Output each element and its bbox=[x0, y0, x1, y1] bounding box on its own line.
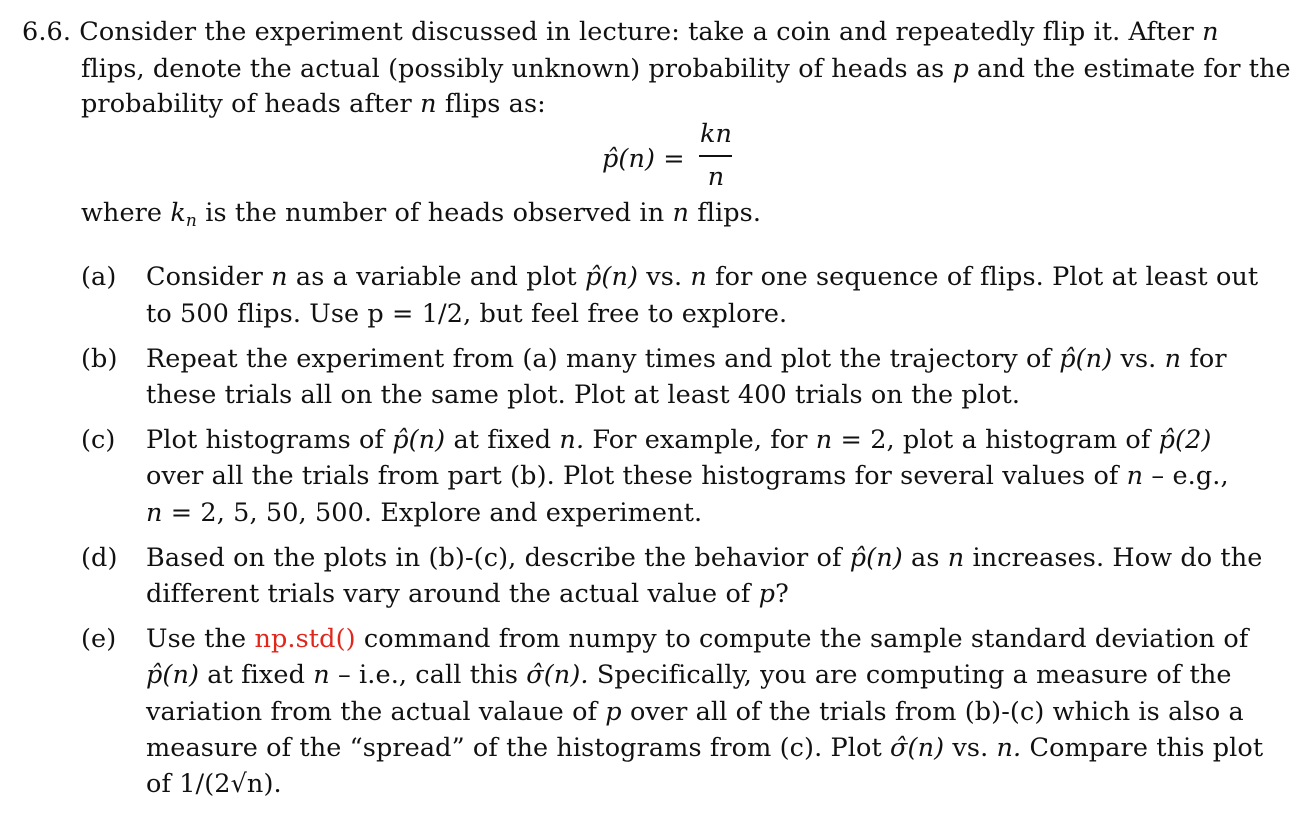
text: Compare this plot bbox=[1029, 733, 1264, 763]
intro-text-3b: flips as: bbox=[444, 89, 546, 119]
text: for bbox=[1189, 344, 1227, 374]
text: vs. bbox=[1120, 344, 1157, 374]
text: over all the trials from part (b). Plot these histograms for several values of bbox=[146, 461, 1119, 491]
part-d-line-2 bbox=[146, 576, 789, 612]
where-line bbox=[81, 195, 761, 239]
text: over all of the trials from (b)-(c) which is also a bbox=[629, 697, 1244, 727]
math-p-hat: p̂(n) bbox=[585, 262, 639, 292]
problem-intro-line-2 bbox=[81, 51, 1291, 87]
part-label: (a) bbox=[81, 262, 117, 292]
part-label: (c) bbox=[81, 425, 116, 455]
math-n: n bbox=[815, 425, 833, 455]
text: ? bbox=[775, 579, 789, 609]
math-k: k bbox=[170, 198, 186, 228]
math-n: n. bbox=[559, 425, 585, 455]
text: as bbox=[911, 543, 940, 573]
equation-lhs: p̂(n) = bbox=[602, 144, 685, 174]
intro-text-2a: flips, denote the actual (possibly unknown) probability of heads as bbox=[81, 54, 945, 84]
part-b-line-2: these trials all on the same plot. Plot at least 400 trials on the plot. bbox=[146, 380, 1021, 410]
math-n: n bbox=[672, 198, 689, 228]
math-p: p bbox=[605, 697, 622, 727]
math-sigma-hat: σ̂(n) bbox=[890, 733, 945, 763]
part-label: (d) bbox=[81, 543, 118, 573]
problem-intro-line-3 bbox=[81, 86, 546, 122]
text: Repeat the experiment from (a) many times and plot the trajectory of bbox=[146, 344, 1051, 374]
math-n: n bbox=[420, 89, 437, 119]
code-np-std: np.std() bbox=[254, 624, 356, 654]
text: = 2, 5, 50, 500. Explore and experiment. bbox=[170, 498, 703, 528]
math-n: n bbox=[313, 660, 330, 690]
text: For example, for bbox=[592, 425, 808, 455]
text: Specifically, you are computing a measure of the bbox=[596, 660, 1232, 690]
math-n: n bbox=[1126, 461, 1144, 491]
part-d-line-1 bbox=[146, 540, 1262, 576]
equation-denominator: n bbox=[707, 162, 725, 192]
text: – e.g., bbox=[1151, 461, 1229, 491]
part-e-line-3 bbox=[146, 694, 1244, 730]
part-e-line-1 bbox=[146, 621, 1248, 657]
math-p-hat: p̂(n) bbox=[392, 425, 446, 455]
math-n: n bbox=[947, 543, 965, 573]
math-p-hat: p̂(n) bbox=[146, 660, 200, 690]
math-k-subscript: n bbox=[185, 211, 197, 231]
intro-text-1: Consider the experiment discussed in lecture: take a coin and repeatedly flip it. After bbox=[79, 17, 1194, 47]
math-n: n bbox=[1164, 344, 1182, 374]
part-c-line-3 bbox=[146, 495, 702, 531]
math-p-hat: p̂(n) bbox=[1059, 344, 1113, 374]
equation-numerator: kn bbox=[699, 119, 733, 149]
text: at fixed bbox=[207, 660, 306, 690]
text: Use the bbox=[146, 624, 247, 654]
text: = 2, plot a histogram of bbox=[840, 425, 1151, 455]
text: at fixed bbox=[453, 425, 552, 455]
part-e-line-4 bbox=[146, 730, 1263, 766]
intro-text-3a: probability of heads after bbox=[81, 89, 412, 119]
text: measure of the “spread” of the histograms from (c). Plot bbox=[146, 733, 882, 763]
text: variation from the actual valaue of bbox=[146, 697, 598, 727]
problem-intro-line-1 bbox=[22, 14, 1219, 50]
text: Consider bbox=[146, 262, 263, 292]
text: – i.e., call this bbox=[337, 660, 519, 690]
text: Plot histograms of bbox=[146, 425, 384, 455]
text: Based on the plots in (b)-(c), describe the behavior of bbox=[146, 543, 842, 573]
math-n: n bbox=[271, 262, 288, 292]
math-p-hat: p̂(2) bbox=[1158, 425, 1212, 455]
math-p: p bbox=[758, 579, 776, 609]
fraction-bar bbox=[699, 155, 732, 157]
text: for one sequence of flips. Plot at least out bbox=[715, 262, 1259, 292]
text: vs. bbox=[646, 262, 683, 292]
text: different trials vary around the actual value of bbox=[146, 579, 751, 609]
text: vs. bbox=[952, 733, 989, 763]
part-b-line-1 bbox=[146, 341, 1227, 377]
part-a-line-2: to 500 flips. Use p = 1/2, but feel free to explore. bbox=[146, 299, 788, 329]
part-label: (b) bbox=[81, 344, 118, 374]
part-a-line-1 bbox=[146, 259, 1258, 295]
part-c-line-2 bbox=[146, 458, 1229, 494]
text: as a variable and plot bbox=[295, 262, 577, 292]
part-c-line-1 bbox=[146, 422, 1211, 458]
where-text-b: is the number of heads observed in bbox=[205, 198, 665, 228]
text: increases. How do the bbox=[972, 543, 1263, 573]
part-e-line-5: of 1/(2√n). bbox=[146, 769, 282, 799]
math-n: n. bbox=[996, 733, 1022, 763]
math-p: p bbox=[952, 54, 969, 84]
text: command from numpy to compute the sample standard deviation of bbox=[363, 624, 1249, 654]
intro-text-2b: and the estimate for the bbox=[977, 54, 1291, 84]
math-n: n bbox=[690, 262, 707, 292]
math-sigma-hat: σ̂(n). bbox=[526, 660, 589, 690]
math-n: n bbox=[1202, 17, 1219, 47]
where-text-c: flips. bbox=[697, 198, 762, 228]
part-label: (e) bbox=[81, 624, 117, 654]
part-e-line-2 bbox=[146, 657, 1232, 693]
where-text-a: where bbox=[81, 198, 163, 228]
math-p-hat: p̂(n) bbox=[849, 543, 903, 573]
math-n: n bbox=[146, 498, 163, 528]
problem-number: 6.6. bbox=[22, 17, 72, 47]
